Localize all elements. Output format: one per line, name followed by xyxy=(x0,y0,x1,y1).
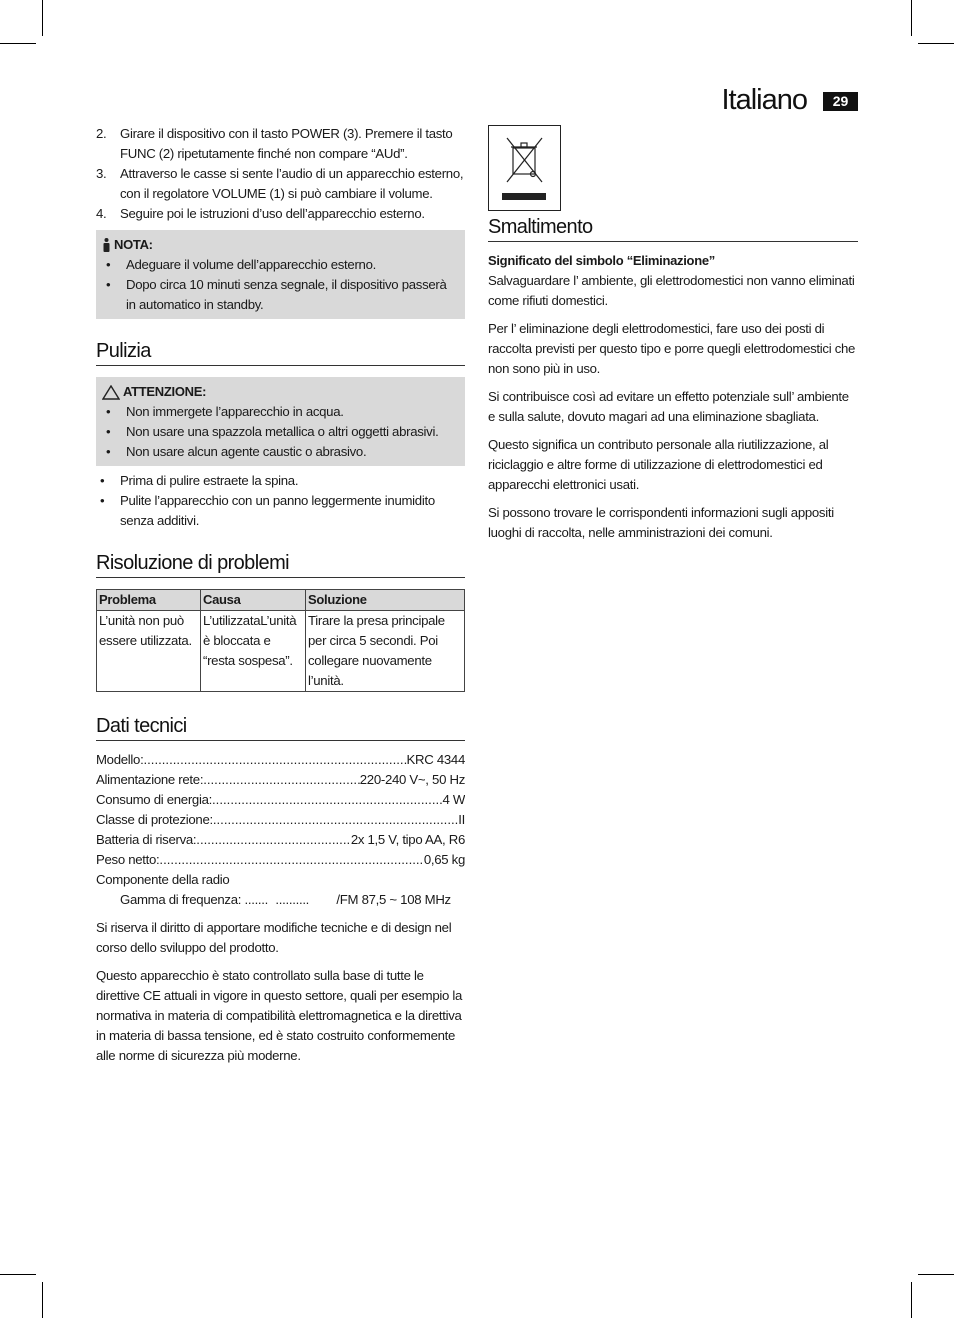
crop-mark xyxy=(911,0,912,36)
spec-row xyxy=(96,830,465,850)
leader-dots xyxy=(203,770,360,790)
section-title: Pulizia xyxy=(96,341,465,366)
step-item xyxy=(96,124,465,164)
paragraph: Si contribuisce così ad evitare un effetto potenziale sull’ ambiente e sulla salute, dovuto magari ad una eliminazione sbagliata. xyxy=(488,389,849,424)
spec-row xyxy=(96,790,465,810)
warning-triangle-icon xyxy=(102,385,120,400)
left-column xyxy=(96,124,465,1066)
instruction-steps xyxy=(96,124,465,224)
paragraph: Per l’ eliminazione degli elettrodomestici, fare uso dei posti di raccolta previsti per questo tipo e porre quegli elettrodomestici che non sono più in uso. xyxy=(488,321,856,376)
disposal-subtitle: Significato del simbolo “Eliminazione” xyxy=(488,253,715,268)
spec-label: Peso netto: xyxy=(96,852,160,867)
paragraph: Questo significa un contributo personale alla riutilizzazione, al riciclaggio e altre forme di utilizzazione di elettrodomestici ed apparecchi elettronici usati. xyxy=(488,437,829,492)
leader-dots xyxy=(159,850,423,870)
note-box xyxy=(96,230,465,319)
cleaning-item: • Pulite l’apparecchio con un panno leggermente inumidito senza additivi. xyxy=(96,491,465,531)
spec-row xyxy=(96,810,465,830)
table-cell: Tirare la presa principale per circa 5 secondi. Poi collegare nuovamente l’unità. xyxy=(306,611,465,692)
leader-dots xyxy=(196,830,351,850)
page-number: 29 xyxy=(823,92,858,111)
section-title: Smaltimento xyxy=(488,217,858,242)
crossed-out-bin-icon xyxy=(488,125,561,211)
step-number: 2. xyxy=(96,126,107,141)
section-tech xyxy=(96,716,465,1066)
spec-row xyxy=(96,850,465,870)
spec-label: Consumo di energia: xyxy=(96,792,212,807)
note-item: • Dopo circa 10 minuti senza segnale, il dispositivo passerà in automatico in standby. xyxy=(102,275,459,315)
warning-item: • Non usare alcun agente caustic o abrasivo. xyxy=(102,442,459,462)
step-text: Seguire poi le istruzioni d’uso dell’apparecchio esterno. xyxy=(120,206,425,221)
paragraph: Si possono trovare le corrispondenti informazioni sugli appositi luoghi di raccolta, nelle amministrazioni dei comuni. xyxy=(488,505,834,540)
paragraph: Si riserva il diritto di apportare modifiche tecniche e di design nel corso dello sviluppo del prodotto. xyxy=(96,920,452,955)
leader-dots xyxy=(212,790,442,810)
section-title: Dati tecnici xyxy=(96,716,465,741)
note-item: • Adeguare il volume dell’apparecchio esterno. xyxy=(102,255,459,275)
crop-mark xyxy=(918,43,954,44)
note-list xyxy=(102,255,459,315)
note-title xyxy=(102,235,459,255)
warning-title-text: ATTENZIONE: xyxy=(123,384,207,399)
step-number: 4. xyxy=(96,206,107,221)
language-title: Italiano xyxy=(721,84,807,116)
warning-box xyxy=(96,377,465,466)
leader-dots xyxy=(143,750,406,770)
cleaning-item: • Prima di pulire estraete la spina. xyxy=(96,471,465,491)
warning-list xyxy=(102,402,459,462)
troubleshooting-table xyxy=(96,589,465,692)
table-row xyxy=(97,611,465,692)
frequency-dots: .......... xyxy=(275,892,310,907)
table-header-row xyxy=(97,590,465,611)
spec-value: II xyxy=(458,812,465,827)
step-text: Attraverso le casse si sente l’audio di un apparecchio esterno, con il regolatore VOLUME (1) si può cambiare il volume. xyxy=(120,166,464,201)
crop-mark xyxy=(0,43,36,44)
spec-row xyxy=(96,770,465,790)
spec-label: Batteria di riserva: xyxy=(96,832,197,847)
warning-title xyxy=(102,382,459,402)
spec-label: Alimentazione rete: xyxy=(96,772,204,787)
table-header: Problema xyxy=(97,590,201,611)
cleaning-list xyxy=(96,471,465,531)
crop-mark xyxy=(911,1282,912,1318)
leader-dots xyxy=(213,810,458,830)
step-text: Girare il dispositivo con il tasto POWER (3). Premere il tasto FUNC (2) ripetutamente finché non compare “AUd”. xyxy=(120,126,453,161)
section-troubleshooting xyxy=(96,553,465,692)
spec-value: 4 W xyxy=(442,792,465,807)
paragraph: Salvaguardare l’ ambiente, gli elettrodomestici non vanno eliminati come rifiuti domestici. xyxy=(488,273,855,308)
table-header: Soluzione xyxy=(306,590,465,611)
frequency-value: /FM 87,5 ~ 108 MHz xyxy=(336,892,451,907)
section-pulizia xyxy=(96,341,465,531)
frequency-label: Gamma di frequenza: ....... xyxy=(120,892,269,907)
step-number: 3. xyxy=(96,166,107,181)
spec-value: 220-240 V~, 50 Hz xyxy=(359,772,465,787)
paragraph: Questo apparecchio è stato controllato sulla base di tutte le direttive CE attuali in vigore in questo settore, quali per esempio la normativa in materia di compatibilità elettromagnetica e la direttiva in materia di bassa tensione, ed è stato costruito conformemente alle norme di sicurezza più moderne. xyxy=(96,968,463,1063)
crop-mark xyxy=(42,1282,43,1318)
spec-list xyxy=(96,750,465,910)
spec-value: KRC 4344 xyxy=(406,752,465,767)
info-icon xyxy=(102,238,111,252)
right-column xyxy=(488,125,858,543)
table-cell: L’utilizzataL’unità è bloccata e “resta sospesa”. xyxy=(201,611,306,692)
step-item xyxy=(96,164,465,204)
section-title: Risoluzione di problemi xyxy=(96,553,465,578)
frequency-row xyxy=(96,890,465,910)
note-title-text: NOTA: xyxy=(114,237,153,252)
step-item xyxy=(96,204,465,224)
spec-value: 2x 1,5 V, tipo AA, R6 xyxy=(350,832,465,847)
bin-svg xyxy=(489,126,560,210)
radio-component-label: Componente della radio xyxy=(96,872,230,887)
spec-label: Classe di protezione: xyxy=(96,812,213,827)
warning-item: • Non usare una spazzola metallica o altri oggetti abrasivi. xyxy=(102,422,459,442)
crop-mark xyxy=(42,0,43,36)
spec-label: Modello: xyxy=(96,752,144,767)
crop-mark xyxy=(0,1274,36,1275)
crop-mark xyxy=(918,1274,954,1275)
spec-row xyxy=(96,750,465,770)
spec-value: 0,65 kg xyxy=(423,852,465,867)
table-header: Causa xyxy=(201,590,306,611)
table-cell: L’unità non può essere utilizzata. xyxy=(97,611,201,692)
warning-item: • Non immergete l’apparecchio in acqua. xyxy=(102,402,459,422)
